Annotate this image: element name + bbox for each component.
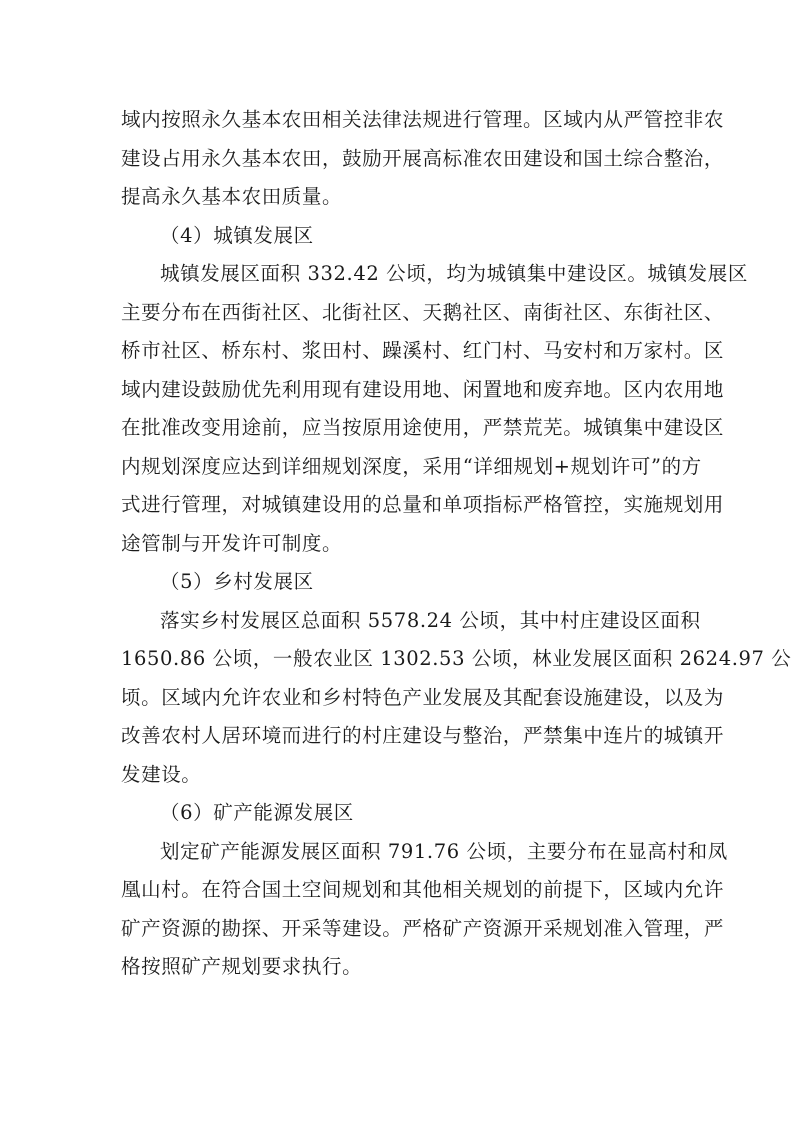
- text-line: 建设占用永久基本农田，鼓励开展高标准农田建设和国土综合整治，: [121, 146, 725, 170]
- text-line: 城镇发展区面积 332.42 公顷，均为城镇集中建设区。城镇发展区: [160, 262, 748, 285]
- text-line: 落实乡村发展区总面积 5578.24 公顷，其中村庄建设区面积: [160, 608, 701, 632]
- text-line: 1650.86 公顷，一般农业区 1302.53 公顷，林业发展区面积 2624.97 公: [121, 647, 792, 670]
- paragraph-farmland-continued: [121, 101, 725, 217]
- text-line: 域内建设鼓励优先利用现有建设用地、闲置地和废弃地。区内农用地: [121, 377, 725, 401]
- text-line: 格按照矿产规划要求执行。: [121, 955, 363, 978]
- text-line: 矿产资源的勘探、开采等建设。严格矿产资源开采规划准入管理，严: [121, 916, 725, 940]
- text-line: 顷。区域内允许农业和乡村特色产业发展及其配套设施建设，以及为: [121, 685, 725, 709]
- text-line: 改善农村人居环境而进行的村庄建设与整治，严禁集中连片的城镇开: [121, 724, 725, 747]
- text-line: 桥市社区、桥东村、浆田村、躁溪村、红门村、马安村和万家村。区: [121, 339, 725, 362]
- text-line: 主要分布在西街社区、北街社区、天鹅社区、南街社区、东街社区、: [121, 300, 725, 324]
- text-line: 域内按照永久基本农田相关法律法规进行管理。区域内从严管控非农: [121, 108, 725, 131]
- text-line: 内规划深度应达到详细规划深度，采用“详细规划+规划许可”的方: [121, 454, 702, 478]
- text-line: 在批准改变用途前，应当按原用途使用，严禁荒芜。城镇集中建设区: [121, 416, 725, 439]
- paragraph-rural-development: [121, 602, 792, 795]
- section-heading-urban-development: （4）城镇发展区: [160, 223, 314, 247]
- paragraph-urban-development: [121, 255, 748, 563]
- text-line: 凰山村。在符合国土空间规划和其他相关规划的前提下，区域内允许: [121, 878, 725, 901]
- section-heading-mineral-energy: （6）矿产能源发展区: [160, 801, 354, 824]
- paragraph-mineral-energy: [121, 833, 728, 987]
- text-line: 划定矿产能源发展区面积 791.76 公顷，主要分布在显高村和凤: [160, 839, 728, 863]
- text-line: 发建设。: [121, 762, 202, 786]
- section-heading-rural-development: （5）乡村发展区: [160, 570, 314, 593]
- text-line: 途管制与开发许可制度。: [121, 531, 343, 555]
- document-page: [121, 101, 792, 987]
- text-line: 式进行管理，对城镇建设用的总量和单项指标严格管控，实施规划用: [121, 493, 725, 516]
- text-line: 提高永久基本农田质量。: [121, 185, 343, 208]
